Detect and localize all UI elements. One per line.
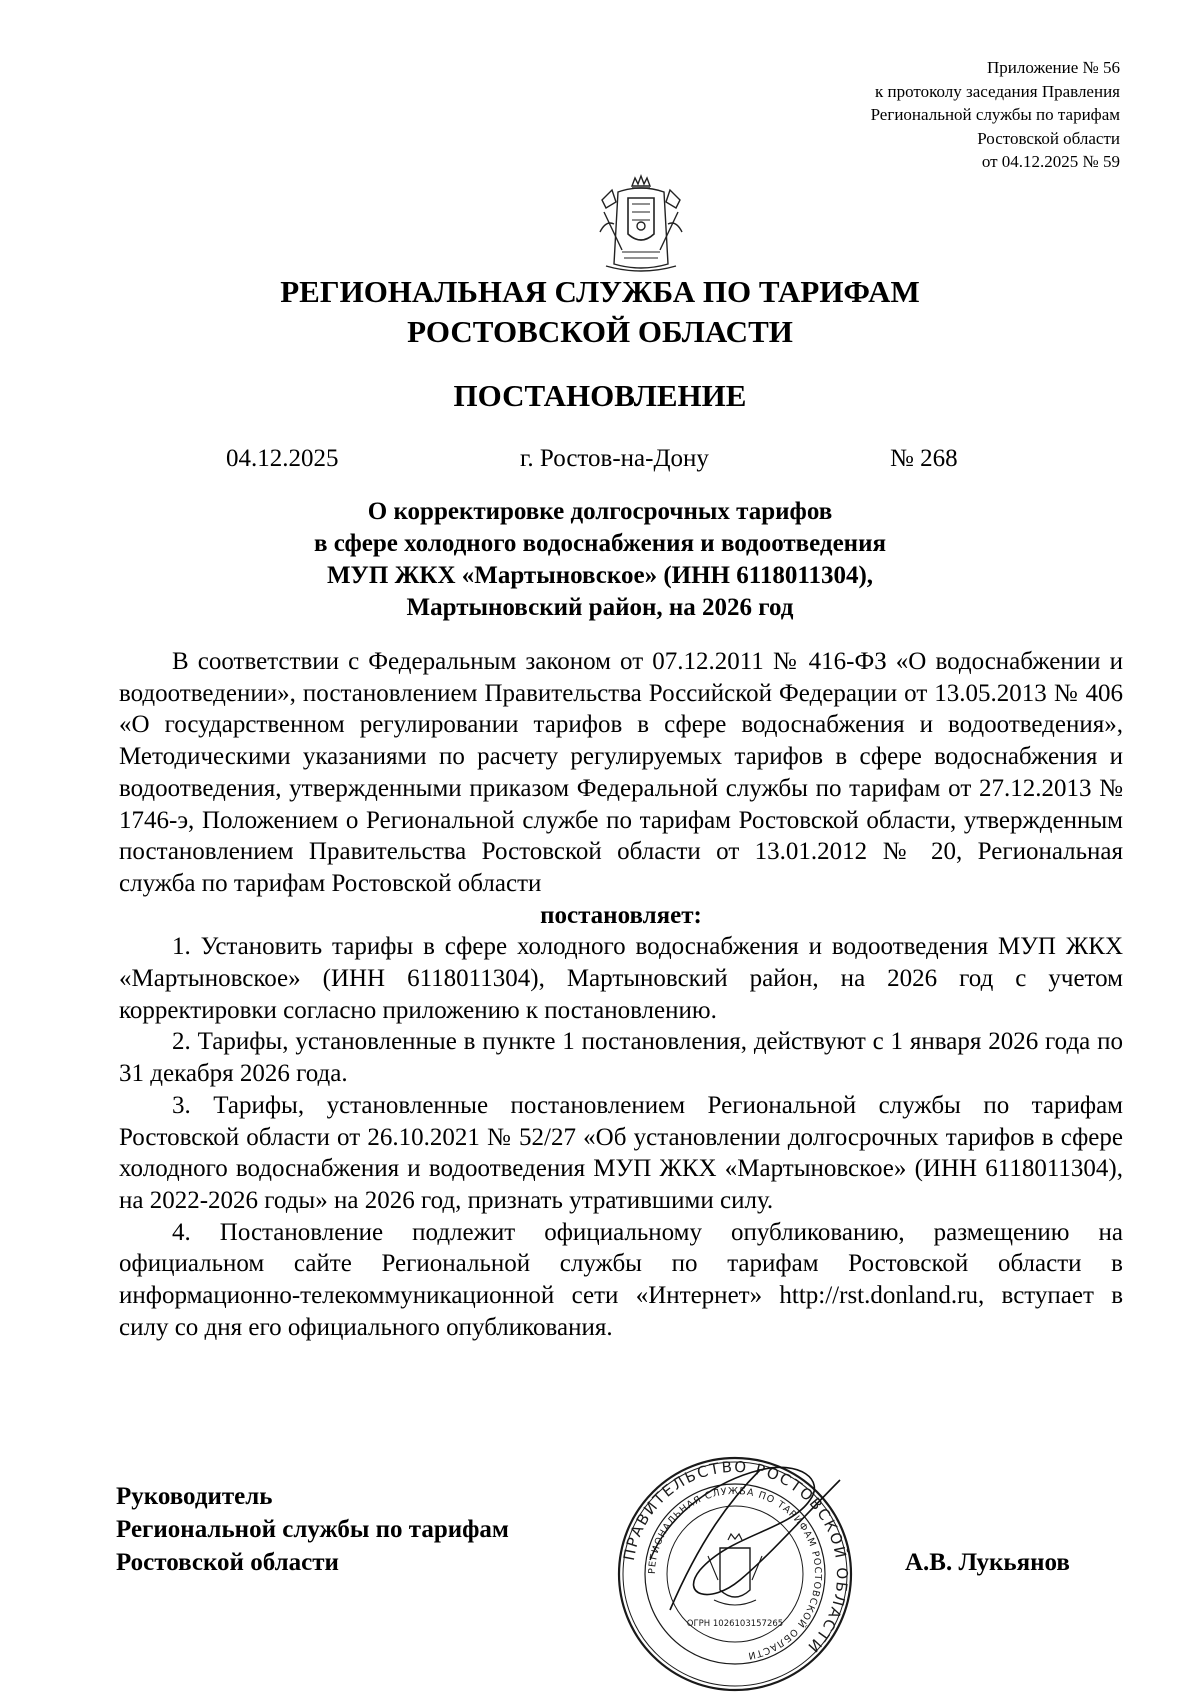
document-city: г. Ростов-на-Дону — [520, 445, 709, 472]
signer-position — [116, 1480, 509, 1579]
signer-name: А.В. Лукьянов — [905, 1549, 1070, 1576]
organization-title-line: РОСТОВСКОЙ ОБЛАСТИ — [407, 314, 793, 349]
resolves-heading: постановляет: — [540, 901, 702, 929]
document-body — [119, 646, 1123, 1343]
appendix-line: Региональной службы по тарифам — [870, 105, 1120, 124]
document-number: № 268 — [890, 445, 958, 472]
official-seal-icon — [610, 1440, 860, 1698]
document-type: ПОСТАНОВЛЕНИЕ — [453, 378, 747, 413]
signer-position-line: Руководитель — [116, 1483, 273, 1510]
resolution-item: 1. Установить тарифы в сфере холодного водоснабжения и водоотведения МУП ЖКХ «Мартыновское» (ИНН 6118011304), Мартыновский район, на 2026 год с учетом корректировки согласно приложению к постановлению. — [119, 933, 1123, 1024]
signer-position-line: Ростовской области — [116, 1549, 339, 1576]
signer-position-line: Региональной службы по тарифам — [116, 1516, 509, 1543]
seal-inner-text: РЕГИОНАЛЬНАЯ СЛУЖБА ПО ТАРИФАМ РОСТОВСКОЙ ОБЛАСТИ — [646, 1485, 824, 1662]
seal-ogrn-text: ОГРН 1026103157265 — [686, 1619, 784, 1629]
subject-line: О корректировке долгосрочных тарифов — [367, 498, 833, 525]
subject-line: в сфере холодного водоснабжения и водоотведения — [313, 530, 887, 557]
subject-line: МУП ЖКХ «Мартыновское» (ИНН 6118011304), — [326, 562, 874, 589]
subject-line: Мартыновский район, на 2026 год — [406, 594, 794, 621]
document-subject — [0, 496, 1200, 624]
organization-title — [0, 272, 1200, 352]
document-date: 04.12.2025 — [226, 445, 339, 472]
seal-outer-text: ПРАВИТЕЛЬСТВО РОСТОВСКОЙ ОБЛАСТИ — [619, 1457, 852, 1658]
appendix-reference — [871, 56, 1120, 174]
resolution-item: 4. Постановление подлежит официальному опубликованию, размещению на официальном сайте Региональной службы по тарифам Ростовской области в информационно-телекоммуникационной сети «Интернет» http://rst.donland.ru, вступает в силу со дня его официального опубликования. — [119, 1218, 1123, 1341]
appendix-line: Ростовской области — [977, 128, 1120, 148]
resolution-item: 3. Тарифы, установленные постановлением Региональной службы по тарифам Ростовской области от 26.10.2021 № 52/27 «Об установлении долгосрочных тарифов в сфере холодного водоснабжения и водоотведения МУП ЖКХ «Мартыновское» (ИНН 6118011304), на 2022-2026 годы» на 2026 год, признать утратившими силу. — [119, 1091, 1123, 1214]
coat-of-arms-icon — [592, 172, 690, 278]
appendix-line: к протоколу заседания Правления — [875, 81, 1120, 101]
organization-title-line: РЕГИОНАЛЬНАЯ СЛУЖБА ПО ТАРИФАМ — [280, 274, 920, 309]
appendix-line: Приложение № 56 — [987, 58, 1120, 77]
resolution-item: 2. Тарифы, установленные в пункте 1 постановления, действуют с 1 января 2026 года по 31 декабря 2026 года. — [119, 1028, 1123, 1088]
appendix-line: от 04.12.2025 № 59 — [981, 152, 1120, 171]
preamble-paragraph: В соответствии с Федеральным законом от 07.12.2011 № 416-ФЗ «О водоснабжении и водоотведении», постановлением Правительства Российской Федерации от 13.05.2013 № 406 «О государственном регулировании тарифов в сфере водоснабжения и водоотведения», Методическими указаниями по расчету регулируемых тарифов в сфере водоснабжения и водоотведения, утвержденными приказом Федеральной службы по тарифам от 27.12.2013 № 1746-э, Положением о Региональной службе по тарифам Ростовской области, утвержденным постановлением Правительства Ростовской области от 13.01.2012 № 20, Региональная служба по тарифам Ростовской области — [119, 648, 1123, 897]
